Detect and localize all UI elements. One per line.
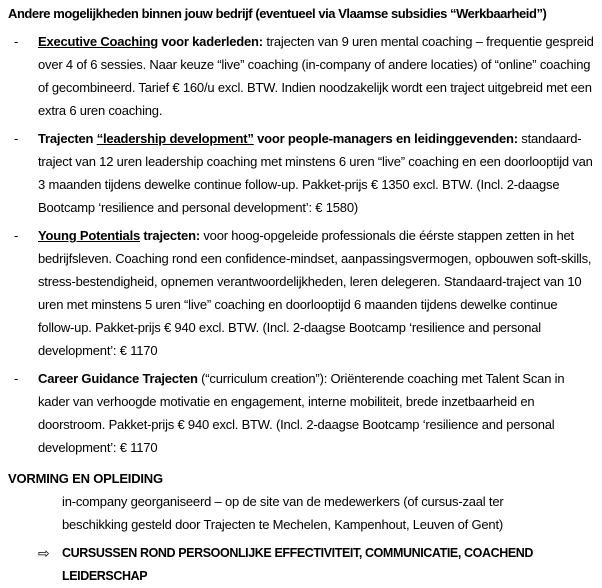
section-body: in-company georganiseerd – op de site van de medewerkers (of cursus-zaal ter beschikking gesteld door Trajecten te Mechelen, Kampenhout, Leuven of Gent) — [62, 494, 504, 532]
text-run: (“curriculum creation”): Oriënterende coaching met Talent Scan in kader van verhoogde motivatie en engagement, interne mobiliteit, brede inzetbaarheid en doorstroom. Pakket-prijs € 940 excl. BTW. (Incl. 2-daagse Bootcamp ‘resilience and personal development’: € 1170 — [38, 371, 565, 455]
bullet-item — [8, 224, 595, 362]
text-run: trajecten van 9 uren mental coaching – frequentie gespreid over 4 of 6 sessies. Naar keuze “live” coaching (in-company of andere locaties) of “online” coaching of gecombineerd. Tarief € 160/u excl. BTW. Indien noodzakelijk wordt een traject uitgebreid met een extra 6 uren coaching. — [38, 34, 594, 118]
bullet-item — [8, 30, 595, 122]
text-run: “leadership development” — [96, 131, 254, 146]
text-run: Trajecten — [38, 131, 97, 146]
bullet-marker: - — [14, 371, 19, 386]
text-run: Career Guidance Trajecten — [38, 371, 198, 386]
bullet-text — [38, 127, 595, 219]
arrow-item-text: CURSUSSEN ROND PERSOONLIJKE EFFECTIVITEIT, COMMUNICATIE, COACHEND LEIDERSCHAP — [62, 546, 534, 583]
bullet-item — [8, 127, 595, 219]
text-run: trajecten: — [140, 228, 200, 243]
bullet-list — [8, 30, 595, 459]
bullet-marker: - — [14, 228, 19, 243]
text-run: standaard-traject van 12 uren leadership coaching met minstens 6 uren “live” coaching en een doorlooptijd van 3 maanden tijdens dewelke continue follow-up. Pakket-prijs € 1350 excl. BTW. (Incl. 2-daagse Bootcamp ‘resilience and personal development’: € 1580) — [38, 131, 593, 215]
section-heading: VORMING EN OPLEIDING — [8, 471, 163, 486]
document-title: Andere mogelijkheden binnen jouw bedrijf (eventueel via Vlaamse subsidies “Werkbaarheid”) — [8, 6, 547, 21]
text-run: voor hoog-opgeleide professionals die éérste stappen zetten in het bedrijfsleven. Coaching rond een confidence-mindset, aanpassingsvermogen, opbouwen soft-skills, stress-bestendigheid, opnemen verantwoordelijkheden, leren delegeren. Standaard-traject van 10 uren met minstens 5 uren “live” coaching en doorlooptijd 6 maanden tijdens dewelke continue follow-up. Pakket-prijs € 940 excl. BTW. (Incl. 2-daagse Bootcamp ‘resilience and personal development’: € 1170 — [38, 228, 592, 358]
bullet-text — [38, 30, 595, 122]
text-run: voor kaderleden: — [157, 34, 263, 49]
arrow-right-icon: ⇨ — [38, 545, 50, 561]
text-run: Executive Coaching — [38, 34, 158, 49]
bullet-text — [38, 224, 595, 362]
bullet-marker: - — [14, 34, 19, 49]
bullet-marker: - — [14, 131, 19, 146]
text-run: voor people-managers en leidinggevenden: — [253, 131, 518, 146]
text-run: Young Potentials — [38, 228, 141, 243]
bullet-text — [38, 367, 595, 459]
arrow-item — [38, 542, 595, 588]
bullet-item — [8, 367, 595, 459]
